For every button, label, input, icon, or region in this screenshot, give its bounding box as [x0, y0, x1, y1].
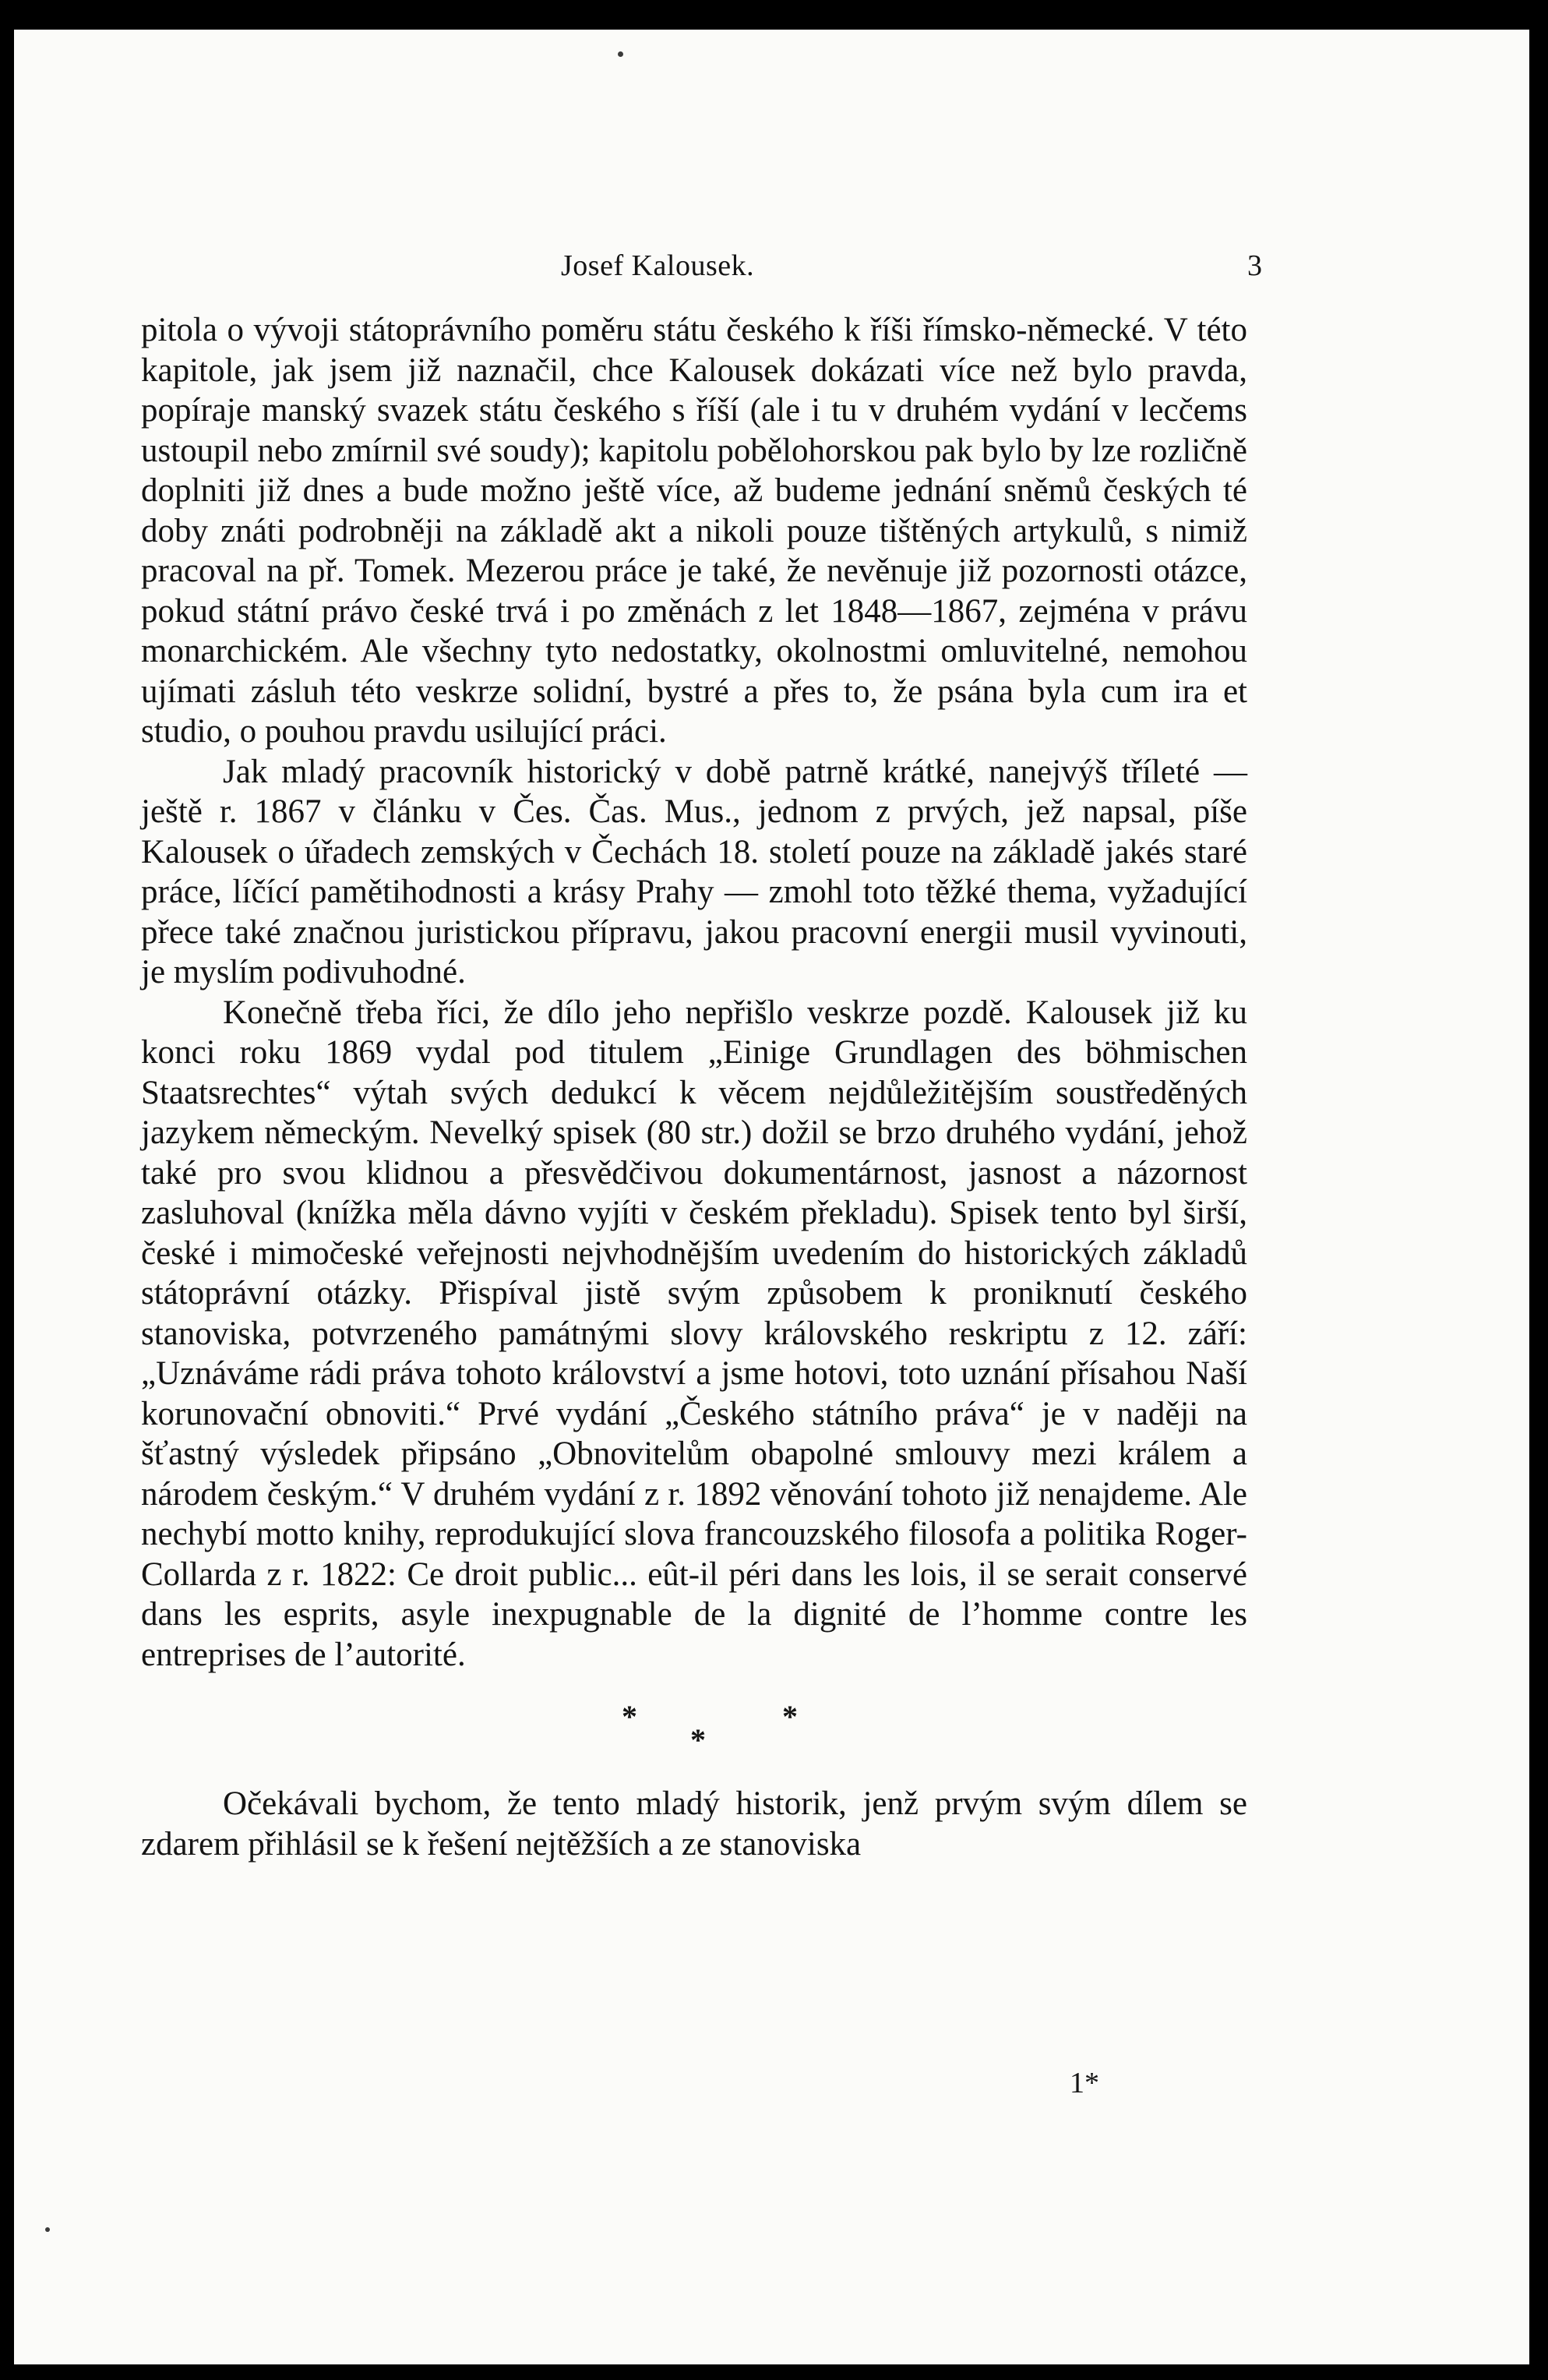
body-text — [141, 310, 1247, 1864]
paragraph-4: Očekávali bychom, že tento mladý historik, jenž prvým svým dílem se zdarem přihlásil se k řešení nejtěžších a ze stanoviska — [141, 1785, 1247, 1863]
book-page — [14, 30, 1529, 2364]
paragraph-2: Jak mladý pracovník historický v době patrně krátké, nanejvýš tříleté — ještě r. 1867 v článku v Čes. Čas. Mus., jednom z prvých, jež napsal, píše Kalousek o úřadech zemských v Čechách 18. století pouze na základě jakés staré práce, líčící pamětihodnosti a krásy Prahy — zmohl toto těžké thema, vyžadující přece také značnou juristickou přípravu, jakou pracovní energii musil vyvinouti, je myslím podivuhodné. — [141, 753, 1247, 990]
running-head — [14, 238, 1529, 293]
section-asterism — [141, 1684, 1247, 1778]
asterism-star: * — [782, 1699, 798, 1734]
running-head-title: Josef Kalousek. — [561, 249, 755, 282]
asterism-star: * — [690, 1722, 706, 1757]
paragraph-3: Konečně třeba říci, že dílo jeho nepřišlo veskrze pozdě. Kalousek již ku konci roku 1869 vydal pod titulem „Einige Grundlagen des böhmischen Staatsrechtes“ výtah svých dedukcí k věcem nejdůležitějším soustředěných jazykem německým. Nevelký spisek (80 str.) dožil se brzo druhého vydání, jehož také pro svou klidnou a přesvědčivou dokumentárnost, jasnost a názornost zasluhoval (knížka měla dávno vyjíti v českém překladu). Spisek tento byl širší, české i mimočeské veřejnosti nejvhodnějším uvedením do historických základů státoprávní otázky. Přispíval jistě svým způsobem k proniknutí českého stanoviska, potvrzeného památnými slovy královského reskriptu z 12. září: „Uznáváme rádi práva tohoto království a jsme hotovi, toto uznání přísahou Naší korunovační obnoviti.“ Prvé vydání „Českého státního práva“ je v naději na šťastný výsledek připsáno „Obnovitelům obapolné smlouvy mezi králem a národem českým.“ V druhém vydání z r. 1892 věnování tohoto již nenajdeme. Ale nechybí motto knihy, reprodukující slova francouzského filosofa a politika Roger-Collarda z r. 1822: Ce droit public... eût-il péri dans les lois, il se serait conservé dans les esprits, asyle inexpugnable de la dignité de l’homme contre les entreprises de l’autorité. — [141, 994, 1247, 1673]
page-number: 3 — [1247, 249, 1262, 282]
signature-mark: 1* — [1070, 2067, 1099, 2099]
asterism-star: * — [622, 1699, 637, 1734]
scan-speck — [45, 2227, 50, 2232]
scan-speck — [618, 51, 623, 57]
paragraph-1: pitola o vývoji státoprávního poměru státu českého k říši římsko-německé. V této kapitole, jak jsem již naznačil, chce Kalousek dokázati více než bylo pravda, popíraje manský svazek státu českého s říší (ale i tu v druhém vydání v lecčems ustoupil nebo zmírnil své soudy); kapitolu pobělohorskou pak bylo by lze rozličně doplniti již dnes a bude možno ještě více, až budeme jednání sněmů českých té doby znáti podrobněji na základě akt a nikoli pouze tištěných artykulů, s nimiž pracoval na př. Tomek. Mezerou práce je také, že nevěnuje již pozornosti otázce, pokud státní právo české trvá i po změnách z let 1848—1867, zejména v právu monarchickém. Ale všechny tyto nedostatky, okolnostmi omluvitelné, nemohou ujímati zásluh této veskrze solidní, bystré a přes to, že psána byla cum ira et studio, o pouhou pravdu usilující práci. — [141, 312, 1247, 750]
